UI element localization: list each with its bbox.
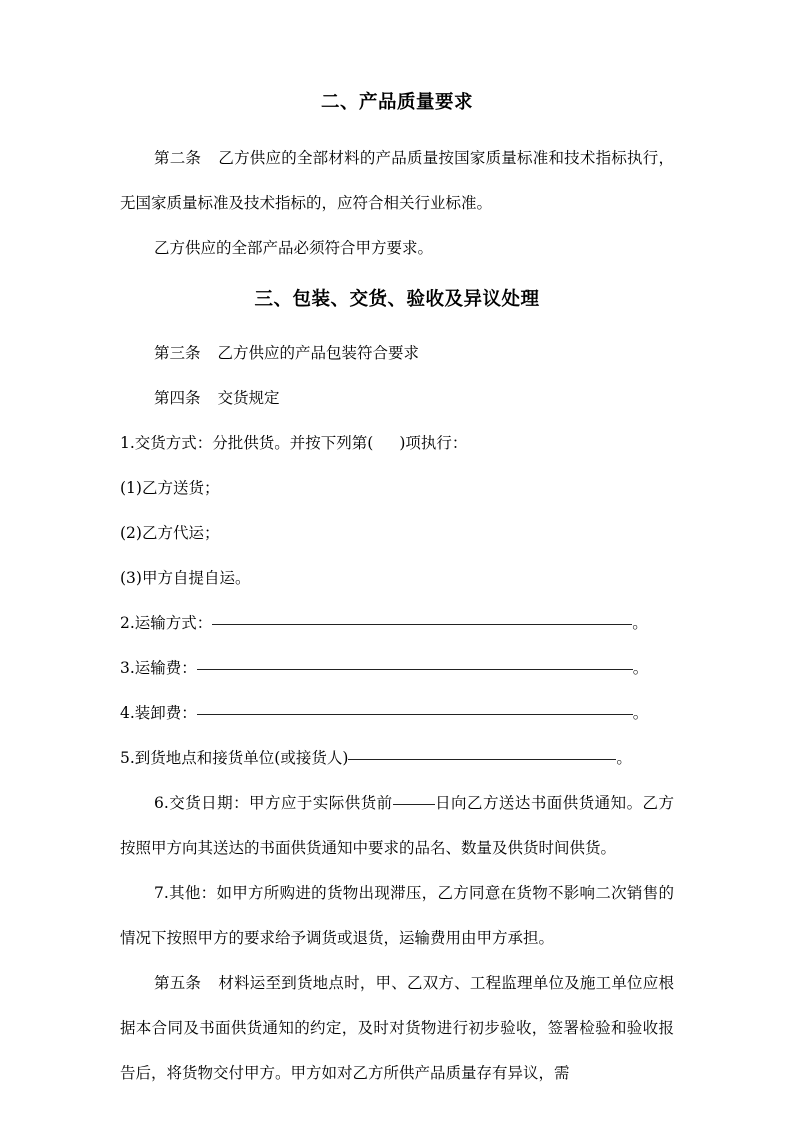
article-5-text: 材料运至到货地点时，甲、乙双方、工程监理单位及施工单位应根据本合同及书面供货通知的约定，及时对货物进行初步验收，签署检验和验收报告后，将货物交付甲方。甲方如对乙方所供产品质量存有异议，需 — [120, 974, 674, 1082]
delivery-place-input[interactable] — [348, 759, 616, 760]
document-content — [120, 88, 674, 1096]
loading-fee-row — [120, 691, 674, 736]
loading-fee-label: 4.装卸费： — [120, 704, 197, 722]
delivery-method-prefix: 1.交货方式：分批供货。并按下列第( — [120, 434, 374, 452]
section-heading-two: 二、产品质量要求 — [320, 92, 473, 113]
transport-fee-row — [120, 646, 674, 691]
delivery-option-3: (3)甲方自提自运。 — [120, 569, 251, 587]
quality-note-paragraph: 乙方供应的全部产品必须符合甲方要求。 — [154, 239, 434, 257]
loading-fee-input[interactable] — [197, 714, 633, 715]
transport-mode-input[interactable] — [212, 624, 632, 625]
transport-mode-row — [120, 601, 674, 646]
delivery-place-period: 。 — [616, 749, 632, 767]
delivery-date-days-input[interactable] — [393, 804, 435, 805]
article-2-text: 乙方供应的全部材料的产品质量按国家质量标准和技术指标执行，无国家质量标准及技术指标的，应符合相关行业标准。 — [120, 149, 674, 212]
transport-mode-label: 2.运输方式： — [120, 614, 213, 632]
section-heading-three: 三、包装、交货、验收及异议处理 — [254, 289, 540, 310]
transport-fee-input[interactable] — [197, 669, 633, 670]
delivery-place-row — [120, 736, 674, 781]
delivery-option-1: (1)乙方送货； — [120, 479, 220, 497]
article-4-text: 交货规定 — [217, 389, 280, 407]
article-3-paragraph — [120, 331, 674, 376]
article-2-label: 第二条 — [154, 149, 202, 167]
other-terms-item: 7.其他：如甲方所购进的货物出现滞压，乙方同意在货物不影响二次销售的情况下按照甲方的要求给予调货或退货，运输费用由甲方承担。 — [120, 884, 674, 947]
article-4-label: 第四条 — [154, 389, 201, 407]
delivery-option-2: (2)乙方代运； — [120, 524, 220, 542]
delivery-method-suffix: )项执行： — [399, 434, 468, 452]
delivery-date-suffix: 日向乙方送达书面供货通知。乙方按照甲方向其送达的书面供货通知中要求的品名、数量及供货时间供货。 — [120, 794, 674, 857]
article-5-paragraph — [120, 961, 674, 1096]
delivery-date-prefix: 6.交货日期：甲方应于实际供货前 — [154, 794, 393, 812]
delivery-place-label: 5.到货地点和接货单位(或接货人) — [120, 749, 349, 767]
transport-fee-period: 。 — [632, 659, 649, 677]
article-4-paragraph — [120, 376, 674, 421]
transport-fee-label: 3.运输费： — [120, 659, 197, 677]
delivery-method-item — [120, 421, 674, 466]
article-3-label: 第三条 — [154, 344, 201, 362]
article-5-label: 第五条 — [154, 974, 202, 992]
delivery-date-item — [120, 781, 674, 871]
transport-mode-period: 。 — [632, 614, 648, 632]
article-2-paragraph — [120, 136, 674, 226]
article-3-text: 乙方供应的产品包装符合要求 — [217, 344, 420, 362]
loading-fee-period: 。 — [632, 704, 649, 722]
